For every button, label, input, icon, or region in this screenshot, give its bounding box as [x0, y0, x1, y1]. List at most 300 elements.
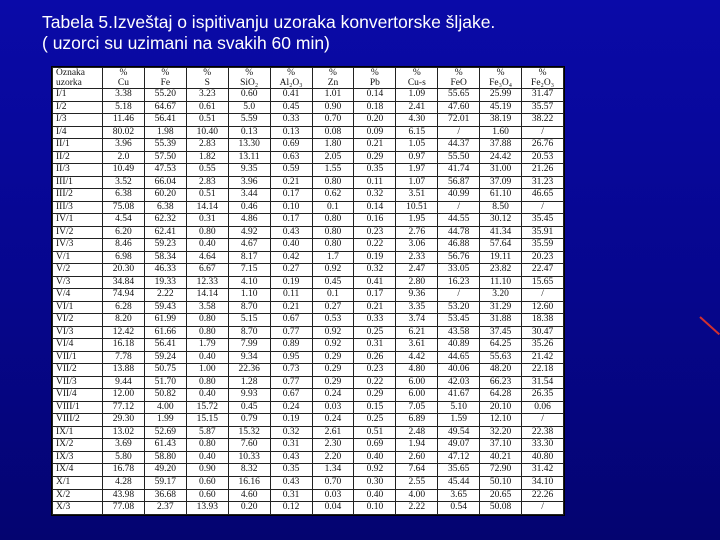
- table-cell: 0.19: [270, 414, 312, 427]
- table-cell: 77.12: [103, 401, 145, 414]
- table-cell: 0.24: [312, 389, 354, 402]
- table-cell: 58.80: [144, 451, 186, 464]
- table-cell: 49.54: [438, 426, 480, 439]
- table-cell: 0.40: [354, 489, 396, 502]
- table-cell: 5.10: [438, 401, 480, 414]
- table-cell: 44.65: [438, 351, 480, 364]
- column-header-bottom: Al₂O₃: [279, 78, 303, 88]
- table-cell: 0.60: [228, 89, 270, 102]
- table-cell: 40.99: [438, 189, 480, 202]
- table-cell: 0.22: [354, 239, 396, 252]
- table-cell: 0.73: [270, 364, 312, 377]
- column-header-bottom: Cu-s: [407, 78, 426, 88]
- table-cell: 5.80: [103, 451, 145, 464]
- table-cell: 53.45: [438, 314, 480, 327]
- table-cell: 1.34: [312, 464, 354, 477]
- table-cell: 0.21: [354, 301, 396, 314]
- table-cell: 30.12: [480, 214, 522, 227]
- table-cell: 2.55: [396, 476, 438, 489]
- table-cell: 4.00: [396, 489, 438, 502]
- table-cell: 0.29: [312, 351, 354, 364]
- table-cell: 9.34: [228, 351, 270, 364]
- table-cell: 2.05: [312, 151, 354, 164]
- table-cell: 20.23: [522, 251, 564, 264]
- table-cell: 1.60: [480, 126, 522, 139]
- column-header-top: %: [203, 68, 212, 78]
- table-cell: 2.83: [186, 176, 228, 189]
- column-header-bottom: Zn: [327, 78, 339, 88]
- sample-id-cell: I/2: [53, 101, 103, 114]
- table-row: [53, 439, 564, 452]
- table-cell: 55.50: [438, 151, 480, 164]
- table-cell: /: [438, 201, 480, 214]
- table-cell: 0.80: [312, 226, 354, 239]
- table-cell: 0.31: [186, 214, 228, 227]
- table-row: [53, 201, 564, 214]
- table-cell: 7.78: [103, 351, 145, 364]
- table-cell: 6.28: [103, 301, 145, 314]
- table-cell: 66.04: [144, 176, 186, 189]
- table-cell: 31.88: [480, 314, 522, 327]
- table-cell: 0.79: [228, 414, 270, 427]
- table-cell: 75.08: [103, 201, 145, 214]
- sample-id-cell: VI/2: [53, 314, 103, 327]
- table-cell: 2.76: [396, 226, 438, 239]
- table-cell: 12.42: [103, 326, 145, 339]
- table-row: [53, 276, 564, 289]
- table-cell: 22.26: [522, 489, 564, 502]
- table-header: [53, 68, 564, 89]
- table-cell: 41.67: [438, 389, 480, 402]
- table-cell: 45.19: [480, 101, 522, 114]
- table-cell: 31.23: [522, 176, 564, 189]
- table-cell: 19.33: [144, 276, 186, 289]
- column-header-bottom: Fe₃O₄: [489, 78, 513, 88]
- sample-id-cell: V/4: [53, 289, 103, 302]
- table-cell: 0.97: [396, 151, 438, 164]
- table-cell: 38.22: [522, 114, 564, 127]
- table-cell: 4.60: [228, 489, 270, 502]
- table-cell: 2.47: [396, 264, 438, 277]
- table-cell: 34.10: [522, 476, 564, 489]
- table-cell: 0.45: [270, 101, 312, 114]
- column-header-top: %: [538, 68, 547, 78]
- table-cell: 37.10: [480, 439, 522, 452]
- sample-id-cell: VIII/2: [53, 414, 103, 427]
- table-cell: 77.08: [103, 502, 145, 515]
- table-cell: 0.08: [312, 126, 354, 139]
- column-header: [312, 68, 354, 89]
- table-cell: 1.10: [228, 289, 270, 302]
- decorative-line: [699, 316, 720, 335]
- table-cell: 0.51: [186, 189, 228, 202]
- table-cell: 0.32: [354, 189, 396, 202]
- table-cell: 0.32: [354, 264, 396, 277]
- table-cell: 0.92: [312, 339, 354, 352]
- table-row: [53, 139, 564, 152]
- table-cell: 0.45: [228, 401, 270, 414]
- column-header-top: %: [287, 68, 296, 78]
- column-header-top: Oznaka: [56, 68, 86, 78]
- table-cell: 49.20: [144, 464, 186, 477]
- column-header: [186, 68, 228, 89]
- table-cell: 13.30: [228, 139, 270, 152]
- table-cell: 7.64: [396, 464, 438, 477]
- table-cell: 72.01: [438, 114, 480, 127]
- table-cell: 8.50: [480, 201, 522, 214]
- table-cell: 30.47: [522, 326, 564, 339]
- table-cell: 7.15: [228, 264, 270, 277]
- table-cell: 0.43: [270, 451, 312, 464]
- table-cell: 45.44: [438, 476, 480, 489]
- table-cell: 0.40: [186, 351, 228, 364]
- sample-id-cell: V/3: [53, 276, 103, 289]
- sample-id-cell: IV/3: [53, 239, 103, 252]
- table-cell: 24.42: [480, 151, 522, 164]
- sample-id-cell: X/1: [53, 476, 103, 489]
- table-cell: 0.24: [270, 401, 312, 414]
- table-cell: 12.10: [480, 414, 522, 427]
- table-cell: 57.50: [144, 151, 186, 164]
- column-header: [396, 68, 438, 89]
- sample-id-cell: II/2: [53, 151, 103, 164]
- table-cell: 29.30: [103, 414, 145, 427]
- table-cell: 13.88: [103, 364, 145, 377]
- table-row: [53, 89, 564, 102]
- table-cell: 15.65: [522, 276, 564, 289]
- sample-id-cell: III/3: [53, 201, 103, 214]
- table-cell: 33.05: [438, 264, 480, 277]
- table-cell: 0.42: [270, 251, 312, 264]
- table-row: [53, 264, 564, 277]
- table-cell: 0.80: [186, 314, 228, 327]
- table-row: [53, 226, 564, 239]
- table-cell: 0.95: [270, 351, 312, 364]
- table-row: [53, 351, 564, 364]
- table-cell: 16.23: [438, 276, 480, 289]
- slide-title: [42, 12, 682, 54]
- table-row: [53, 101, 564, 114]
- column-header: [354, 68, 396, 89]
- table-cell: 9.36: [396, 289, 438, 302]
- table-cell: 3.38: [103, 89, 145, 102]
- table-cell: 0.60: [186, 489, 228, 502]
- table-cell: 3.52: [103, 176, 145, 189]
- table-cell: 50.08: [480, 502, 522, 515]
- table-cell: 59.17: [144, 476, 186, 489]
- table-cell: 31.29: [480, 301, 522, 314]
- table-cell: 50.10: [480, 476, 522, 489]
- report-table-container: [51, 66, 565, 516]
- table-cell: 8.70: [228, 301, 270, 314]
- table-cell: 61.10: [480, 189, 522, 202]
- table-cell: 6.00: [396, 376, 438, 389]
- table-cell: /: [522, 502, 564, 515]
- table-cell: 1.00: [186, 364, 228, 377]
- table-cell: 0.12: [270, 502, 312, 515]
- table-row: [53, 414, 564, 427]
- table-cell: 0.40: [354, 451, 396, 464]
- table-cell: 47.12: [438, 451, 480, 464]
- table-cell: 55.20: [144, 89, 186, 102]
- table-cell: 22.38: [522, 426, 564, 439]
- column-header-bottom: Fe: [160, 78, 171, 88]
- table-row: [53, 114, 564, 127]
- table-cell: 0.89: [270, 339, 312, 352]
- table-cell: 0.80: [186, 439, 228, 452]
- column-header-bottom: SiO₂: [240, 78, 259, 88]
- table-row: [53, 251, 564, 264]
- table-row: [53, 289, 564, 302]
- table-cell: 15.15: [186, 414, 228, 427]
- table-cell: 13.93: [186, 502, 228, 515]
- table-cell: /: [438, 289, 480, 302]
- table-cell: 0.03: [312, 401, 354, 414]
- table-cell: 2.22: [144, 289, 186, 302]
- table-cell: 6.98: [103, 251, 145, 264]
- table-cell: 0.90: [312, 101, 354, 114]
- sample-id-cell: X/3: [53, 502, 103, 515]
- table-cell: 62.41: [144, 226, 186, 239]
- table-cell: 15.32: [228, 426, 270, 439]
- table-cell: 2.80: [396, 276, 438, 289]
- table-cell: 0.41: [270, 89, 312, 102]
- sample-id-cell: IV/1: [53, 214, 103, 227]
- table-cell: 61.66: [144, 326, 186, 339]
- table-cell: 0.19: [270, 276, 312, 289]
- table-cell: 55.39: [144, 139, 186, 152]
- table-cell: 3.20: [480, 289, 522, 302]
- table-cell: 48.20: [480, 364, 522, 377]
- table-cell: 0.92: [312, 326, 354, 339]
- sample-id-cell: III/2: [53, 189, 103, 202]
- table-row: [53, 214, 564, 227]
- sample-id-cell: IX/4: [53, 464, 103, 477]
- table-cell: 1.09: [396, 89, 438, 102]
- column-header-bottom: Fe₂O₃: [531, 78, 555, 88]
- table-cell: 0.67: [270, 314, 312, 327]
- table-cell: 6.89: [396, 414, 438, 427]
- table-cell: 20.30: [103, 264, 145, 277]
- table-row: [53, 364, 564, 377]
- table-cell: 4.67: [228, 239, 270, 252]
- table-cell: 3.35: [396, 301, 438, 314]
- table-cell: 41.74: [438, 164, 480, 177]
- table-cell: 13.02: [103, 426, 145, 439]
- column-header-bottom: uzorka: [56, 78, 82, 88]
- table-cell: 0.1: [312, 201, 354, 214]
- table-cell: 4.64: [186, 251, 228, 264]
- table-cell: 0.31: [354, 339, 396, 352]
- table-cell: 2.33: [396, 251, 438, 264]
- table-cell: 64.28: [480, 389, 522, 402]
- table-cell: 61.99: [144, 314, 186, 327]
- table-cell: 0.31: [270, 489, 312, 502]
- table-row: [53, 502, 564, 515]
- column-header-bottom: S: [204, 78, 210, 88]
- table-cell: 2.0: [103, 151, 145, 164]
- sample-id-cell: VII/1: [53, 351, 103, 364]
- table-cell: 3.61: [396, 339, 438, 352]
- table-cell: 1.7: [312, 251, 354, 264]
- table-cell: 0.13: [228, 126, 270, 139]
- table-cell: 9.44: [103, 376, 145, 389]
- table-cell: 0.31: [270, 439, 312, 452]
- table-cell: 19.11: [480, 251, 522, 264]
- column-header-top: %: [454, 68, 463, 78]
- table-cell: 0.25: [354, 326, 396, 339]
- table-cell: 51.70: [144, 376, 186, 389]
- table-cell: 20.65: [480, 489, 522, 502]
- table-cell: 1.55: [312, 164, 354, 177]
- table-cell: 31.00: [480, 164, 522, 177]
- table-cell: 1.80: [312, 139, 354, 152]
- table-cell: 35.91: [522, 226, 564, 239]
- table-cell: 0.19: [354, 251, 396, 264]
- table-cell: 1.82: [186, 151, 228, 164]
- table-cell: 1.95: [396, 214, 438, 227]
- table-cell: 49.07: [438, 439, 480, 452]
- table-cell: 80.02: [103, 126, 145, 139]
- table-cell: 59.43: [144, 301, 186, 314]
- table-cell: 0.40: [186, 389, 228, 402]
- table-row: [53, 401, 564, 414]
- table-cell: 38.19: [480, 114, 522, 127]
- table-cell: 9.93: [228, 389, 270, 402]
- report-table: [52, 67, 564, 515]
- table-cell: 10.40: [186, 126, 228, 139]
- table-cell: 2.37: [144, 502, 186, 515]
- table-cell: 0.35: [270, 464, 312, 477]
- table-cell: 31.54: [522, 376, 564, 389]
- table-cell: 0.20: [228, 502, 270, 515]
- table-cell: 64.67: [144, 101, 186, 114]
- table-cell: 21.42: [522, 351, 564, 364]
- table-cell: 31.47: [522, 89, 564, 102]
- table-cell: 20.10: [480, 401, 522, 414]
- table-cell: 60.20: [144, 189, 186, 202]
- table-cell: 0.40: [270, 239, 312, 252]
- table-cell: 2.61: [312, 426, 354, 439]
- table-cell: 0.80: [312, 214, 354, 227]
- table-row: [53, 176, 564, 189]
- table-cell: /: [522, 201, 564, 214]
- table-cell: 40.06: [438, 364, 480, 377]
- table-cell: 36.68: [144, 489, 186, 502]
- table-cell: 22.36: [228, 364, 270, 377]
- table-cell: 6.20: [103, 226, 145, 239]
- table-cell: 22.18: [522, 364, 564, 377]
- table-cell: 6.15: [396, 126, 438, 139]
- table-cell: 16.18: [103, 339, 145, 352]
- sample-id-cell: I/3: [53, 114, 103, 127]
- table-cell: 40.89: [438, 339, 480, 352]
- table-cell: 0.70: [312, 476, 354, 489]
- table-cell: 0.04: [312, 502, 354, 515]
- table-cell: 14.14: [186, 289, 228, 302]
- table-cell: 0.27: [312, 301, 354, 314]
- table-row: [53, 126, 564, 139]
- table-cell: 0.80: [186, 376, 228, 389]
- table-cell: 0.80: [312, 176, 354, 189]
- table-cell: 4.86: [228, 214, 270, 227]
- table-cell: 0.60: [186, 476, 228, 489]
- table-cell: 8.20: [103, 314, 145, 327]
- table-cell: 5.18: [103, 101, 145, 114]
- table-cell: 0.11: [354, 176, 396, 189]
- column-header: [144, 68, 186, 89]
- table-cell: 34.84: [103, 276, 145, 289]
- table-cell: 6.67: [186, 264, 228, 277]
- sample-id-cell: VI/4: [53, 339, 103, 352]
- sample-id-cell: V/2: [53, 264, 103, 277]
- table-cell: /: [522, 126, 564, 139]
- column-header: [480, 68, 522, 89]
- sample-id-cell: IX/1: [53, 426, 103, 439]
- table-cell: 0.03: [312, 489, 354, 502]
- table-cell: 3.23: [186, 89, 228, 102]
- table-cell: 4.54: [103, 214, 145, 227]
- table-row: [53, 164, 564, 177]
- table-cell: 64.25: [480, 339, 522, 352]
- table-cell: 2.22: [396, 502, 438, 515]
- column-header-top: %: [412, 68, 421, 78]
- table-row: [53, 151, 564, 164]
- title-line-2: ( uzorci su uzimani na svakih 60 min): [42, 33, 330, 53]
- table-cell: 74.94: [103, 289, 145, 302]
- table-cell: 0.69: [354, 439, 396, 452]
- table-cell: 0.23: [354, 226, 396, 239]
- table-cell: 33.30: [522, 439, 564, 452]
- sample-id-cell: X/2: [53, 489, 103, 502]
- table-cell: 2.48: [396, 426, 438, 439]
- table-cell: 0.67: [270, 389, 312, 402]
- sample-id-cell: VII/2: [53, 364, 103, 377]
- table-cell: 0.23: [354, 364, 396, 377]
- table-cell: /: [438, 126, 480, 139]
- column-header: [438, 68, 480, 89]
- sample-id-cell: VII/4: [53, 389, 103, 402]
- table-cell: 11.46: [103, 114, 145, 127]
- table-cell: 1.07: [396, 176, 438, 189]
- table-cell: 0.80: [186, 226, 228, 239]
- table-cell: 0.22: [354, 376, 396, 389]
- table-cell: 42.03: [438, 376, 480, 389]
- sample-id-cell: II/3: [53, 164, 103, 177]
- table-cell: 5.87: [186, 426, 228, 439]
- table-cell: 37.09: [480, 176, 522, 189]
- column-header-bottom: FeO: [450, 78, 467, 88]
- table-cell: 10.33: [228, 451, 270, 464]
- table-cell: 0.33: [270, 114, 312, 127]
- table-cell: 0.63: [270, 151, 312, 164]
- table-cell: 4.00: [144, 401, 186, 414]
- table-cell: 0.30: [354, 476, 396, 489]
- table-cell: 46.33: [144, 264, 186, 277]
- table-cell: 0.11: [270, 289, 312, 302]
- column-header-top: %: [496, 68, 505, 78]
- column-header-top: %: [245, 68, 254, 78]
- table-body: [53, 89, 564, 515]
- table-cell: 4.42: [396, 351, 438, 364]
- table-row: [53, 189, 564, 202]
- column-header-bottom: Cu: [117, 78, 129, 88]
- table-cell: 0.25: [354, 414, 396, 427]
- table-cell: 26.35: [522, 389, 564, 402]
- table-cell: 0.41: [354, 276, 396, 289]
- table-cell: 0.14: [354, 89, 396, 102]
- table-cell: 1.59: [438, 414, 480, 427]
